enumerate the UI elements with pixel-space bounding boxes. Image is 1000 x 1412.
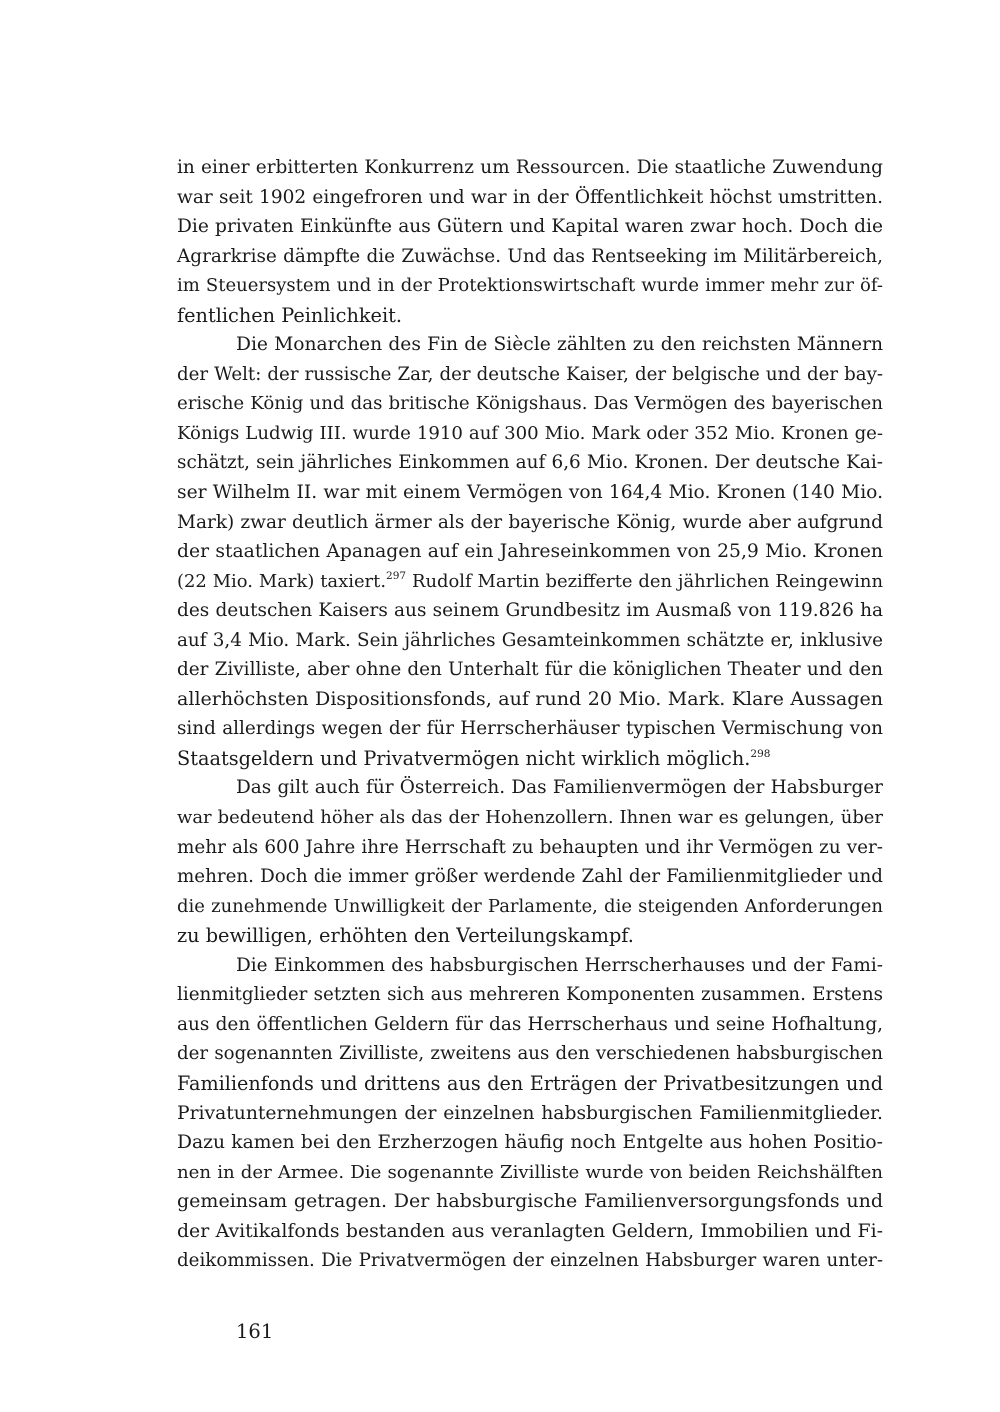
- text-line: lienmitglieder setzten sich aus mehreren Komponenten zusammen. Erstens: [177, 984, 883, 1006]
- text-line: schätzt, sein jährliches Einkommen auf 6,6 Mio. Kronen. Der deutsche Kai-: [177, 452, 883, 474]
- text-line: Die privaten Einkünfte aus Gütern und Kapital waren zwar hoch. Doch die: [177, 216, 883, 238]
- paragraph: [177, 773, 883, 950]
- text-line: sind allerdings wegen der für Herrscherhäuser typischen Vermischung von: [177, 718, 883, 740]
- text-line: war bedeutend höher als das der Hohenzollern. Ihnen war es gelungen, über: [177, 807, 883, 829]
- line-text: Rudolf Martin bezifferte den jährlichen Reingewinn: [406, 570, 883, 592]
- page-number: 161: [236, 1320, 274, 1343]
- text-line: der Welt: der russische Zar, der deutsche Kaiser, der belgische und der bay-: [177, 363, 883, 385]
- text-line: Mark) zwar deutlich ärmer als der bayerische König, wurde aber aufgrund: [177, 511, 883, 533]
- paragraph: [177, 153, 883, 330]
- text-line: Dazu kamen bei den Erzherzogen häufig noch Entgelte aus hohen Positio-: [177, 1132, 883, 1154]
- text-line: im Steuersystem und in der Protektionswirtschaft wurde immer mehr zur öf-: [177, 275, 883, 297]
- text-line: mehr als 600 Jahre ihre Herrschaft zu behaupten und ihr Vermögen zu ver-: [177, 836, 883, 858]
- text-line: gemeinsam getragen. Der habsburgische Familienversorgungsfonds und: [177, 1190, 883, 1213]
- text-line: allerhöchsten Dispositionsfonds, auf rund 20 Mio. Mark. Klare Aussagen: [177, 687, 883, 710]
- text-line: die zunehmende Unwilligkeit der Parlamente, die steigenden Anforderungen: [177, 895, 883, 917]
- text-line: der sogenannten Zivilliste, zweitens aus den verschiedenen habsburgischen: [177, 1043, 883, 1065]
- text-line: [177, 567, 883, 597]
- text-line: mehren. Doch die immer größer werdende Zahl der Familienmitglieder und: [177, 866, 883, 888]
- text-line: war seit 1902 eingefroren und war in der Öffentlichkeit höchst umstritten.: [177, 186, 883, 208]
- line-text: (22 Mio. Mark) taxiert.: [177, 570, 387, 592]
- text-line: aus den öffentlichen Geldern für das Herrscherhaus und seine Hofhaltung,: [177, 1013, 883, 1035]
- text-line: fentlichen Peinlichkeit.: [177, 303, 403, 327]
- text-line: erische König und das britische Königshaus. Das Vermögen des bayerischen: [177, 393, 883, 415]
- text-line: Königs Ludwig III. wurde 1910 auf 300 Mio. Mark oder 352 Mio. Kronen ge-: [177, 422, 883, 444]
- text-line: der staatlichen Apanagen auf ein Jahreseinkommen von 25,9 Mio. Kronen: [177, 541, 883, 563]
- text-line: Das gilt auch für Österreich. Das Familienvermögen der Habsburger: [236, 777, 883, 799]
- text-line: der Zivilliste, aber ohne den Unterhalt für die königlichen Theater und den: [177, 659, 883, 681]
- text-line: nen in der Armee. Die sogenannte Zivilliste wurde von beiden Reichshälften: [177, 1161, 883, 1183]
- text-line: der Avitikalfonds bestanden aus veranlagten Geldern, Immobilien und Fi-: [177, 1220, 883, 1242]
- text-line: Privatunternehmungen der einzelnen habsburgischen Familienmitglieder.: [177, 1102, 883, 1124]
- text-line: ser Wilhelm II. war mit einem Vermögen von 164,4 Mio. Kronen (140 Mio.: [177, 482, 883, 504]
- text-line: deikommissen. Die Privatvermögen der einzelnen Habsburger waren unter-: [177, 1250, 883, 1272]
- text-line: Agrarkrise dämpfte die Zuwächse. Und das Rentseeking im Militärbereich,: [177, 245, 883, 267]
- body-text: [177, 153, 883, 1276]
- text-line: Die Einkommen des habsburgischen Herrscherhauses und der Fami-: [236, 954, 883, 976]
- text-line: zu bewilligen, erhöhten den Verteilungskampf.: [177, 924, 634, 948]
- paragraph: [177, 330, 883, 773]
- footnote-reference: 298: [750, 747, 771, 760]
- text-line: des deutschen Kaisers aus seinem Grundbesitz im Ausmaß von 119.826 ha: [177, 600, 883, 622]
- text-line: auf 3,4 Mio. Mark. Sein jährliches Gesamteinkommen schätzte er, inklusive: [177, 629, 883, 651]
- text-line: Familienfonds und drittens aus den Erträgen der Privatbesitzungen und: [177, 1071, 883, 1095]
- text-line: in einer erbitterten Konkurrenz um Ressourcen. Die staatliche Zuwendung: [177, 157, 883, 178]
- footnote-reference: 297: [386, 569, 407, 582]
- paragraph: [177, 951, 883, 1276]
- line-text: Staatsgeldern und Privatvermögen nicht wirklich möglich.: [177, 746, 751, 770]
- text-line: Die Monarchen des Fin de Siècle zählten zu den reichsten Männern: [236, 334, 883, 356]
- text-line: [177, 744, 883, 774]
